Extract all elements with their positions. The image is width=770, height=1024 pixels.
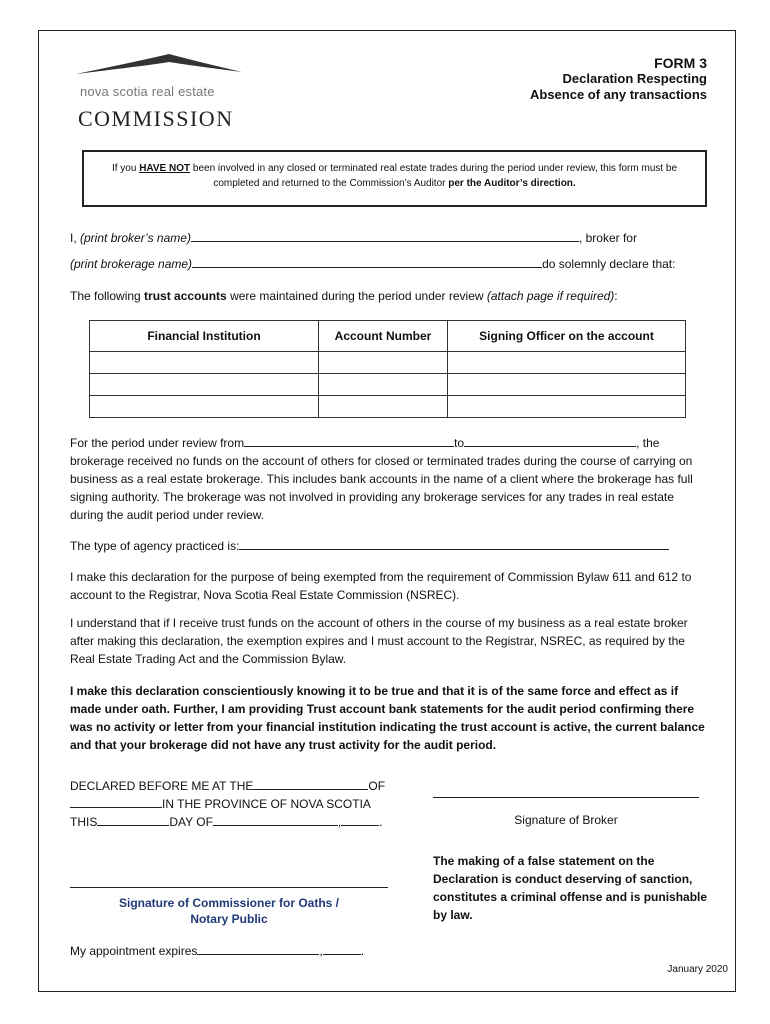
trust-intro-bold: trust accounts [144,289,227,303]
table-cell[interactable] [90,374,319,396]
appointment-year-field[interactable] [323,942,361,955]
declared-year-field[interactable] [341,813,379,826]
commissioner-signature-label [70,895,388,927]
header-financial-institution: Financial Institution [90,321,319,352]
notice-text: If you [111,163,140,174]
commissioner-label-line2: Notary Public [190,912,268,926]
agency-label: The type of agency practiced is: [70,539,240,553]
table-header-row [90,321,686,352]
declared-of-label: OF [368,779,386,793]
period-to-field[interactable] [464,434,636,447]
period-body: brokerage received no funds on the account of others for closed or terminated trades during the course of carrying on business as a real estate brokerage. This includes bank accounts in the name of a client where the brokerage has full signing authority. The brokerage was not involved in providing any brokerage services for any trades in real estate during the audit period under review. [70,454,693,522]
brokerage-name-label: (print brokerage name) [70,257,193,271]
header-account-number: Account Number [319,321,448,352]
logo-subtitle: nova scotia real estate [80,84,215,99]
table-row [90,352,686,374]
declared-block [70,777,400,831]
declared-dayof-label: DAY OF [169,815,213,829]
declared-place-field[interactable] [70,795,162,808]
period-paragraph [70,434,710,524]
declared-line-3 [70,813,400,831]
table-cell[interactable] [90,352,319,374]
oath-paragraph: I make this declaration conscientiously knowing it to be true and that it is of the same force and effect as if made under oath. Further, I am providing Trust account bank statements for the audit period confirming there was no activity or letter from your financial institution indicating the trust account is active, the current balance and that your brokerage did not have any trust activity for the audit period. [70,684,705,752]
broker-signature-line[interactable] [433,797,699,798]
understanding-paragraph: I understand that if I receive trust funds on the account of others in the course of my business as a real estate broker after making this declaration, the exemption expires and I must account to the Registrar, NSREC, as required by the Real Estate Trading Act and the Commission Bylaw. [70,616,688,666]
table-cell[interactable] [448,352,686,374]
trust-accounts-table [89,320,686,418]
brokerage-name-row [70,255,720,273]
false-statement-warning: The making of a false statement on the Declaration is conduct deserving of sanction, constitutes a criminal offense and is punishable by law. [433,854,708,922]
footer-date: January 2020 [667,964,728,975]
notice-box [82,150,707,207]
appointment-comma: , [319,944,323,958]
nsrec-logo [74,50,244,134]
period-to-label: to [454,436,465,450]
table-cell[interactable] [319,374,448,396]
broker-prefix: I, [70,231,81,245]
table-cell[interactable] [448,374,686,396]
declared-at-label: DECLARED BEFORE ME AT THE [70,779,254,793]
declared-day-field[interactable] [97,813,169,826]
trust-accounts-intro [70,287,710,305]
declared-line-1 [70,777,400,795]
declared-at-field[interactable] [253,777,368,790]
declared-line-2 [70,795,400,813]
table-row [90,396,686,418]
broker-name-label: (print broker’s name) [80,231,191,245]
form-title-line2: Absence of any transactions [530,87,707,102]
form-number: FORM 3 [654,55,707,71]
table-cell[interactable] [448,396,686,418]
period-from-field[interactable] [244,434,454,447]
declared-period: . [379,815,383,829]
notice-bold-end: per the Auditor’s direction. [448,178,576,189]
agency-field[interactable] [239,537,669,550]
commissioner-signature-line[interactable] [70,887,388,888]
commissioner-label-line1: Signature of Commissioner for Oaths / [118,896,340,910]
trust-intro-end: : [614,289,618,303]
appointment-row [70,942,400,960]
broker-name-field[interactable] [191,229,579,242]
logo-title: COMMISSION [78,106,234,131]
declare-text: do solemnly declare that: [542,257,676,271]
table-cell[interactable] [90,396,319,418]
table-cell[interactable] [319,352,448,374]
appointment-period: . [360,944,365,958]
agency-row [70,537,710,555]
roof-logo-icon [74,50,244,80]
declared-this-label: THIS [70,815,98,829]
form-title-line1: Declaration Respecting [562,71,707,86]
period-after: , the [636,436,660,450]
trust-intro-pre: The following [70,289,145,303]
brokerage-name-field[interactable] [192,255,542,268]
appointment-date-field[interactable] [197,942,319,955]
declared-province-label: IN THE PROVINCE OF NOVA SCOTIA [162,797,371,811]
table-cell[interactable] [319,396,448,418]
appointment-label: My appointment expires [70,944,198,958]
notice-text-mid: been involved in any closed or terminated real estate trades during the period under review, this form must be completed and returned to the Commission’s Auditor [190,163,678,189]
form-header [447,55,707,103]
declared-month-field[interactable] [213,813,338,826]
trust-intro-italic: (attach page if required) [486,289,615,303]
header-signing-officer: Signing Officer on the account [448,321,686,352]
period-from-label: For the period under review from [70,436,245,450]
broker-for-text: , broker for [578,231,637,245]
declared-comma: , [337,815,342,829]
broker-name-row [70,229,710,247]
trust-intro-mid: were maintained during the period under review [226,289,487,303]
broker-signature-label: Signature of Broker [514,813,618,827]
period-row [70,434,710,452]
table-row [90,374,686,396]
notice-emphasis: HAVE NOT [139,163,191,174]
exemption-paragraph: I make this declaration for the purpose of being exempted from the requirement of Commission Bylaw 611 and 612 to account to the Registrar, Nova Scotia Real Estate Commission (NSREC). [70,570,692,602]
